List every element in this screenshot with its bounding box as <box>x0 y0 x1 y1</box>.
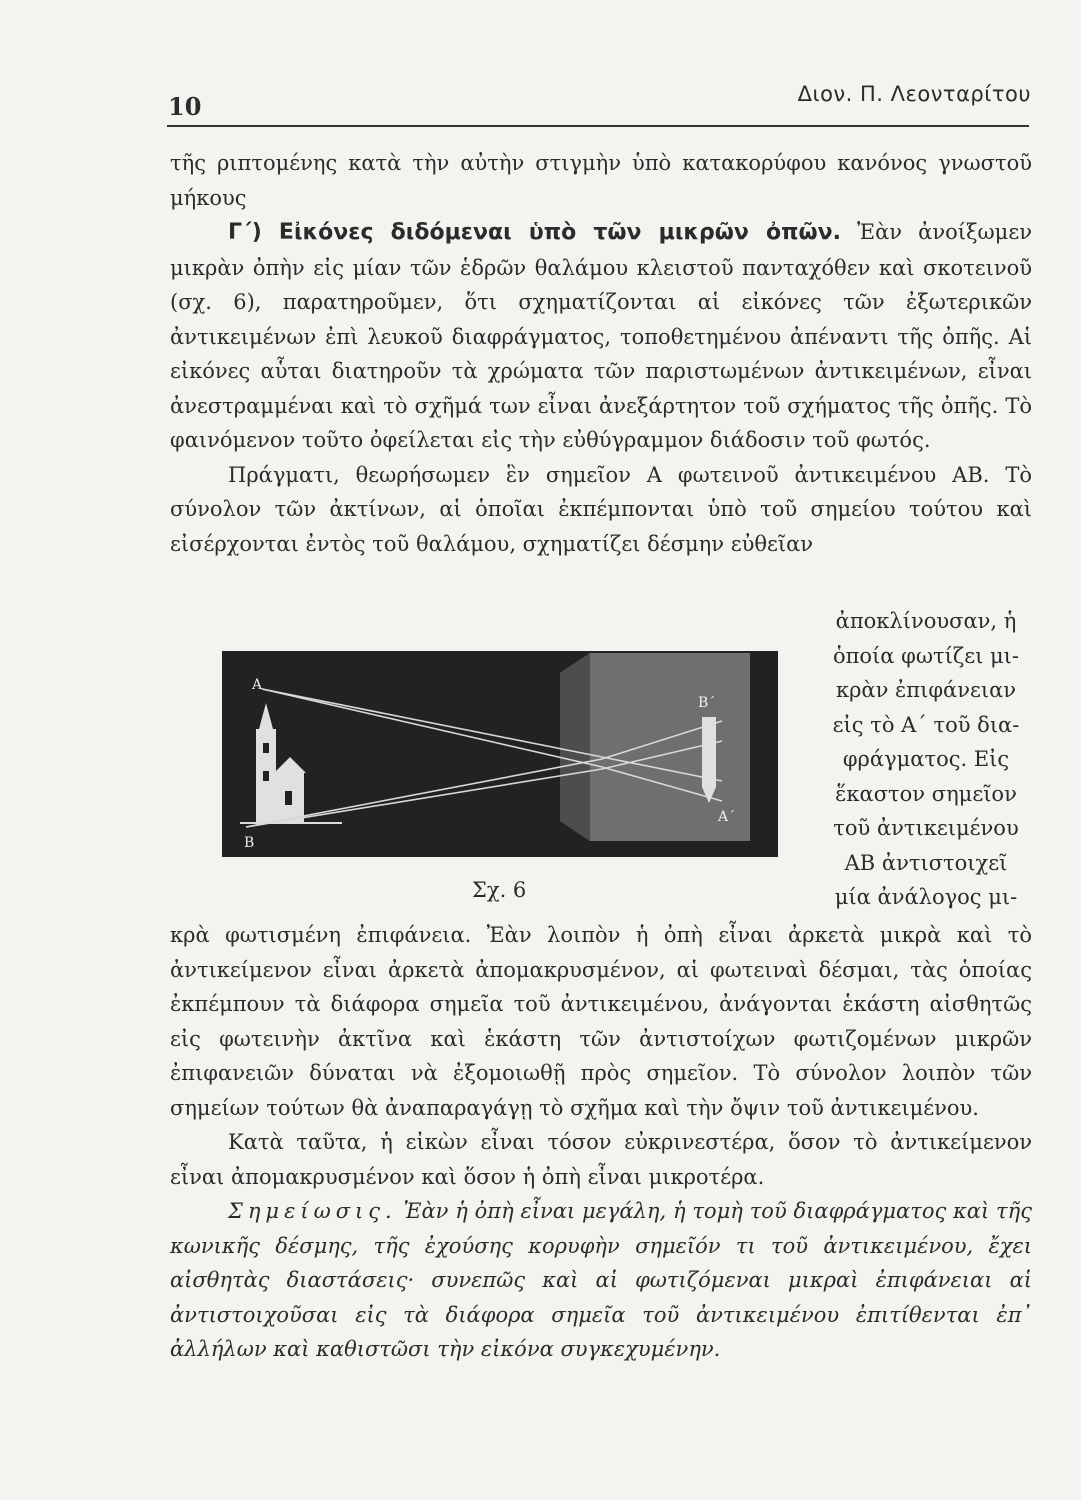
side-line: ΑΒ ἀντιστοιχεῖ <box>844 850 1008 875</box>
figure-caption: Σχ. 6 <box>472 878 527 902</box>
side-column <box>820 604 1032 915</box>
upper-text <box>170 146 1032 561</box>
chamber-front <box>560 653 590 841</box>
running-head: Διον. Π. Λεονταρίτου <box>797 82 1031 106</box>
side-line: μία ἀνάλογος μι- <box>834 885 1018 909</box>
header-rule <box>167 125 1029 127</box>
inverted-image <box>702 717 716 803</box>
section-paragraph <box>170 215 1032 458</box>
label-B-prime: Β΄ <box>698 695 716 711</box>
section-heading: Γ΄) Εἰκόνες διδόμεναι ὑπὸ τῶν μικρῶν ὀπῶν. <box>228 220 841 245</box>
side-line: εἰς τὸ Α΄ τοῦ δια- <box>832 712 1020 737</box>
side-line: τοῦ ἀντικειμένου <box>833 816 1019 840</box>
paragraph-2-rest: κρὰ φωτισμένη ἐπιφάνεια. Ἐὰν λοιπὸν ἡ ὀπὴ εἶναι ἀρκετὰ μικρὰ καὶ τὸ ἀντικείμενον εἶναι ἀρκετὰ ἀπομακρυσμένον, αἱ φωτειναὶ δέσμαι, τὰς ὁποίας ἐκπέμπουν τὰ διάφορα σημεῖα τοῦ ἀντικειμένου, ἀνάγονται ἑκάστη αἰσθητῶς εἰς φωτεινὴν ἀκτῖνα καὶ ἑκάστη τῶν ἀντιστοίχων φωτιζομένων μικρῶν ἐπιφανειῶν δύναται νὰ ἐξομοιωθῇ πρὸς σημεῖον. Τὸ σύνολον λοιπὸν τῶν σημείων τούτων θὰ ἀναπαραγάγῃ τὸ σχῆμα καὶ τὴν ὄψιν τοῦ ἀντικειμένου. <box>170 923 1032 1120</box>
side-line: ἀποκλίνουσαν, ἡ <box>835 609 1017 633</box>
side-line: ἕκαστον σημεῖον <box>835 781 1017 806</box>
lower-text <box>170 918 1032 1367</box>
side-line: κρὰν ἐπιφάνειαν <box>835 678 1017 702</box>
label-B: Β <box>244 835 255 851</box>
paragraph-1: Ἐὰν ἀνοίξωμεν μικρὰν ὀπὴν εἰς μίαν τῶν ἑδρῶν θαλάμου κλειστοῦ πανταχόθεν καὶ σκοτεινοῦ (σχ. 6), παρατηροῦμεν, ὅτι σχηματίζονται αἱ εἰκόνες τῶν ἐξωτερικῶν ἀντικειμένων ἐπὶ λευκοῦ διαφράγματος, τοποθετημένου ἀπέναντι τῆς ὀπῆς. Αἱ εἰκόνες αὗται διατηροῦν τὰ χρώματα τῶν παριστωμένων ἀντικειμένων, εἶναι ἀνεστραμμέναι καὶ τὸ σχῆμά των εἶναι ἀνεξάρτητον τοῦ σχήματος τῆς ὀπῆς. Τὸ φαινόμενον τοῦτο ὀφείλεται εἰς τὴν εὐθύγραμμον διάδοσιν τοῦ φωτός. <box>170 220 1032 452</box>
side-line: ὁποία φωτίζει μι- <box>832 643 1019 668</box>
note <box>170 1194 1032 1367</box>
paragraph-3: Κατὰ ταῦτα, ἡ εἰκὼν εἶναι τόσον εὐκρινεστέρα, ὅσον τὸ ἀντικείμενον εἶναι ἀπομακρυσμένον καὶ ὅσον ἡ ὀπὴ εἶναι μικροτέρα. <box>170 1130 1032 1189</box>
note-label: Σημείωσις. <box>228 1199 397 1223</box>
camera-obscura-figure <box>222 651 778 857</box>
label-A-prime: Α΄ <box>718 809 736 825</box>
intro-lines: τῆς ριπτομένης κατὰ τὴν αὐτὴν στιγμὴν ὑπὸ κατακορύφου κανόνος γνωστοῦ μήκους <box>170 151 1032 210</box>
side-line: φράγματος. Εἰς <box>842 747 1010 771</box>
note-text: Ἐὰν ἡ ὀπὴ εἶναι μεγάλη, ἡ τομὴ τοῦ διαφράγματος καὶ τῆς κωνικῆς δέσμης, τῆς ἐχούσης κορυφὴν σημεῖόν τι τοῦ ἀντικειμένου, ἔχει αἰσθητὰς διαστάσεις· συνεπῶς καὶ αἱ φωτιζόμεναι μικραὶ ἐπιφάνειαι αἱ ἀντιστοιχοῦσαι εἰς τὰ διάφορα σημεῖα τοῦ ἀντικειμένου ἐπιτίθενται ἐπ᾽ ἀλλήλων καὶ καθιστῶσι τὴν εἰκόνα συγκεχυμένην. <box>170 1199 1032 1361</box>
label-A: Α <box>252 677 263 693</box>
paragraph-2-start: Πράγματι, θεωρήσωμεν ἓν σημεῖον Α φωτεινοῦ ἀντικειμένου ΑΒ. Τὸ σύνολον τῶν ἀκτίνων, αἱ ὁποῖαι ἐκπέμπονται ὑπὸ τοῦ σημείου τούτου καὶ εἰσέρχονται ἐντὸς τοῦ θαλάμου, σχηματίζει δέσμην εὐθεῖαν <box>170 462 1032 556</box>
page-number: 10 <box>168 92 202 121</box>
